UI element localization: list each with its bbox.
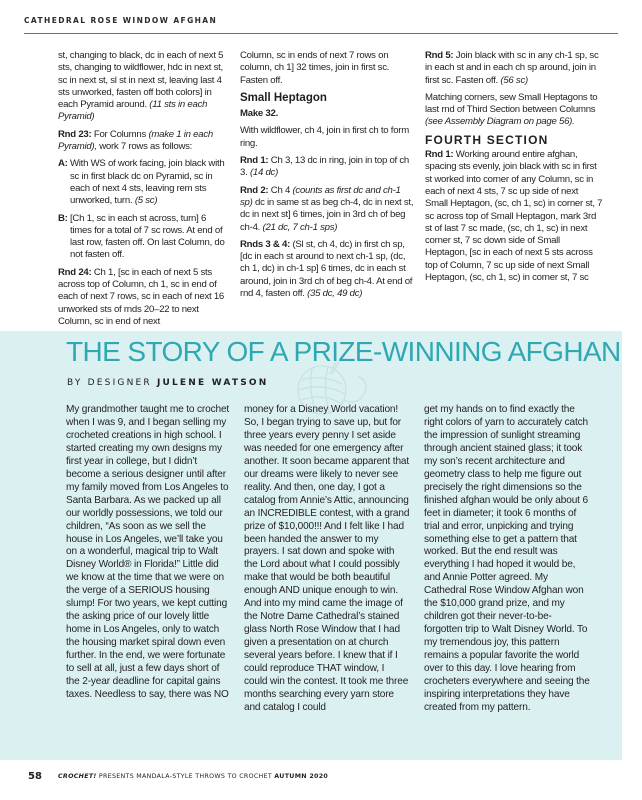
pattern-round-5 bbox=[425, 50, 603, 87]
step-b bbox=[58, 213, 226, 262]
pattern-text: st, changing to black, dc in each of next 5 sts, changing to wildflower, hdc in next st, sc in next st, sl st in next st, leaving last 4 sts unworked, fasten off both colors] in each Pyramid around. bbox=[58, 50, 224, 111]
make-count: Make 32. bbox=[240, 108, 279, 120]
story-byline bbox=[67, 378, 268, 388]
pattern-round-2 bbox=[240, 185, 414, 234]
folio-line bbox=[58, 773, 328, 780]
pattern-note: (56 sc) bbox=[500, 74, 528, 86]
designer-name: JULENE WATSON bbox=[156, 378, 269, 388]
step-a bbox=[58, 158, 226, 207]
pattern-text: work 7 rows as follows: bbox=[99, 141, 193, 153]
pattern-column-2 bbox=[240, 50, 414, 305]
pattern-text: Ch 3, 13 dc in ring, join in top of ch 3. bbox=[240, 155, 410, 179]
pattern-paragraph bbox=[425, 92, 603, 129]
running-head: CATHEDRAL ROSE WINDOW AFGHAN bbox=[24, 16, 218, 25]
pattern-text: dc in same st as beg ch-4, dc in next st, dc in next st] 6 times, join in 3rd ch of beg ch-4. bbox=[240, 196, 414, 233]
pattern-note: (14 dc) bbox=[249, 167, 279, 179]
round-label: Rnd 1: bbox=[425, 149, 454, 161]
pattern-paragraph: With wildflower, ch 4, join in first ch to form ring. bbox=[240, 125, 409, 149]
pattern-note: (make 1 in each Pyramid), bbox=[58, 128, 213, 153]
step-label: B: bbox=[58, 212, 68, 224]
pattern-text: Join black with sc in any ch-1 sp, sc in each st and in each ch sp around, join in first sc. Fasten off. bbox=[425, 50, 599, 86]
pattern-round-1 bbox=[240, 155, 414, 180]
step-text: [Ch 1, sc in each st across, turn] 6 times for a total of 7 sc rows. At end of last row, fasten off. On last Column, do not fasten off. bbox=[70, 212, 225, 261]
round-label: Rnd 5: bbox=[425, 50, 454, 61]
pattern-text: Ch 4 bbox=[270, 184, 291, 196]
pattern-column-3 bbox=[425, 50, 603, 289]
pattern-text: (Sl st, ch 4, dc) in first ch sp, [dc in each st around to next ch-1 sp, (dc, ch 1, dc) in ch-1 sp] 6 times, dc in each st around, join in 3rd ch of beg ch-4. At end of rnd 4, fasten off. bbox=[240, 238, 413, 300]
story-column-3: get my hands on to find exactly the right colors of yarn to accurately catch the impression of sunlight streaming through ancient stained glass; it took my son’s recent architecture and geometry class to help me figure out precisely the right dimensions so the finished afghan would be only about 6 feet in diameter; it took 6 months of trial and error, unpicking and trying something else to get a pattern that worked. But the end result was everything I had hoped it would be, and Annie Potter agreed. My Cathedral Rose Window Afghan won the $10,000 grand prize, and my children got their never-to-be-forgotten trip to Walt Disney World. To my tremendous joy, this pattern remains a popular favorite the world over to this day. I love hearing from crocheters everywhere and seeing the inspiring interpretations they have created from my pattern. bbox=[424, 404, 590, 713]
round-label: Rnd 23: bbox=[58, 128, 92, 140]
publication-title: PRESENTS MANDALA-STYLE THROWS TO CROCHET bbox=[98, 773, 272, 780]
step-label: A: bbox=[58, 158, 68, 170]
pattern-text: With WS of work facing, join black with sc in first black dc on Pyramid, sc in each of next 4 sts, leaving rem sts unworked, turn. bbox=[70, 158, 225, 207]
story-column-1: My grandmother taught me to crochet when I was 9, and I began selling my crocheted creations in high school. I started creating my own designs my first year in college, but I didn’t become a serious designer until after my family moved from Los Angeles to Santa Barbara. As we packed up all our worldly possessions, we told our children, “As soon as we sell the house in Los Angeles, we’ll take you on a wonderful, magical trip to Walt Disney World® in Florida!” Little did we know at the time that we were on the verge of a SERIOUS housing slump! For two years, we kept cutting the asking price of our lovely little home in Los Angeles, only to watch the housing market spiral down even further. In the end, we were fortunate to sell at all, just a few days short of the 2-year deadline for capital gains taxes. Needless to say, there was NO bbox=[66, 404, 230, 700]
header-rule bbox=[24, 33, 618, 34]
pattern-text: Working around entire afghan, spacing sts evenly, join black with sc in first st worked into corner of any Column, sc in each of next 4 sts, 7 sc up side of next Small Heptagon, (sc, ch 1, sc) in corner st, 7 sc across top of Small Heptagon, mark 3rd st of last 7 sc made, (sc, ch 1, sc) in next corner st, 7 sc down side of Small Heptagon, [sc in each of next 5 sts across top of Column, 7 sc up side of next Small Heptagon, (sc, ch 1, sc) in corner st, 7 sc bbox=[425, 149, 603, 284]
story-column-2: money for a Disney World vacation! So, I began trying to save up, but for three years every penny I set aside was needed for one emergency after another. It soon became apparent that our dreams were likely to never see reality. And then, one day, I got a catalog from Annie’s Attic, announcing an INCREDIBLE contest, with a grand prize of $10,000!!! And I felt like I had been handed the answer to my prayers. I sat down and spoke with the Lord about what I could possibly make that would be both beautiful enough AND unique enough to win. And into my mind came the image of the Notre Dame Cathedral’s stained glass North Rose Window that I had given a presentation on at church several years before. I knew that if I could reproduce THAT window, I could win the contest. It took me three months searching every yarn store and catalog I could bbox=[244, 404, 410, 713]
pattern-paragraph bbox=[58, 50, 226, 124]
pattern-round-23 bbox=[58, 129, 226, 154]
magazine-name: CROCHET! bbox=[58, 773, 97, 780]
round-label: Rnds 3 & 4: bbox=[240, 238, 291, 250]
fourth-section-heading: FOURTH SECTION bbox=[425, 132, 549, 147]
pattern-note: (counts as first dc and ch-1 sp) bbox=[240, 184, 401, 208]
byline-prefix: BY DESIGNER bbox=[67, 378, 152, 388]
pattern-rounds-3-4 bbox=[240, 239, 414, 300]
pattern-note: (35 dc, 49 dc) bbox=[307, 288, 363, 300]
round-label: Rnd 2: bbox=[240, 184, 269, 196]
pattern-round-1-fourth bbox=[425, 149, 603, 284]
pattern-column-1 bbox=[58, 50, 226, 333]
story-title: THE STORY OF A PRIZE-WINNING AFGHAN bbox=[66, 336, 621, 367]
page-number: 58 bbox=[28, 771, 42, 782]
pattern-note: (5 sc) bbox=[134, 195, 158, 207]
pattern-text: Ch 1, [sc in each of next 5 sts across top of Column, ch 1, sc in end of each of next 7 rows, sc in each of next 16 unworked sts of rnds 20–22 to next Column, sc in end of next bbox=[58, 266, 225, 327]
round-label: Rnd 24: bbox=[58, 266, 92, 278]
pattern-note: (11 sts in each Pyramid) bbox=[58, 99, 208, 123]
pattern-text: For Columns bbox=[93, 128, 147, 140]
round-label: Rnd 1: bbox=[240, 155, 269, 167]
issue-season: AUTUMN 2020 bbox=[274, 773, 329, 780]
pattern-paragraph: Column, sc in ends of next 7 rows on column, ch 1] 32 times, join in first sc. Fasten off. bbox=[240, 50, 390, 86]
pattern-round-24 bbox=[58, 267, 226, 328]
pattern-note: (21 dc, 7 ch-1 sps) bbox=[262, 221, 338, 233]
small-heptagon-heading: Small Heptagon bbox=[240, 91, 327, 104]
pattern-note: (see Assembly Diagram on page 56). bbox=[425, 116, 575, 128]
pattern-text: Matching corners, sew Small Heptagons to last rnd of Third Section between Columns bbox=[425, 91, 598, 116]
step-text bbox=[70, 158, 226, 207]
